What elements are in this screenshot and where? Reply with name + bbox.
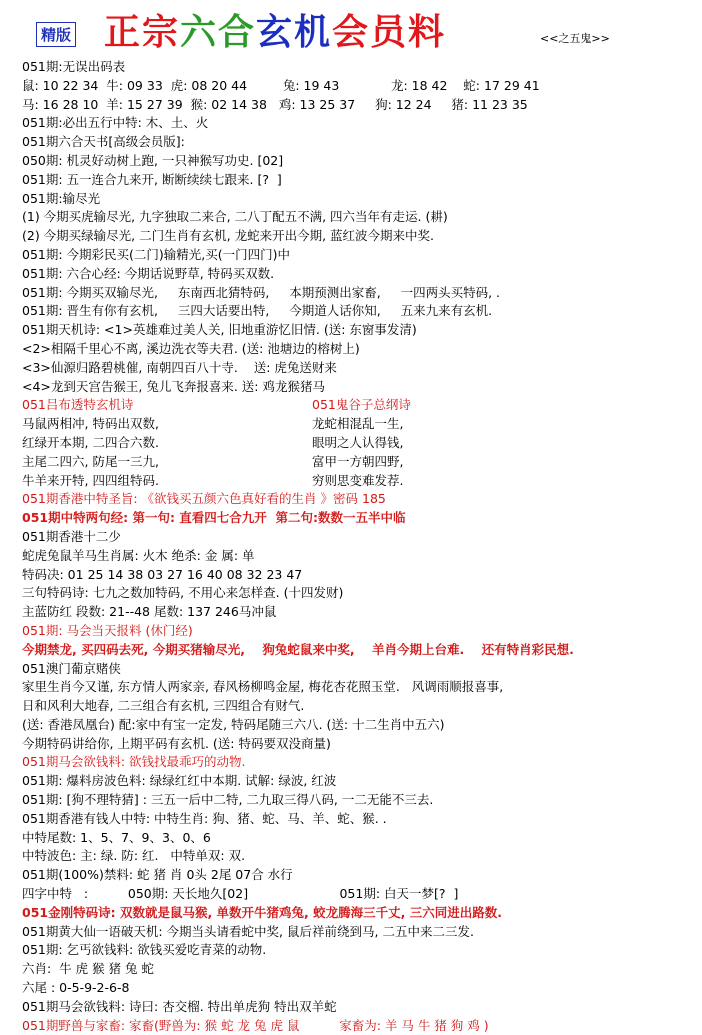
text-line: 蛇虎兔鼠羊马生肖属: 火木 绝杀: 金 属: 单: [22, 547, 255, 563]
right-column-text: 眼明之人认得钱,: [312, 434, 404, 450]
text-line: 051澳门葡京赌侠: [22, 660, 121, 676]
text-line: 051期: 爆料房波色料: 绿绿红红中本期. 试解: 绿波, 红波: [22, 773, 337, 789]
text-line: (2) 今期买绿输尽光, 二门生肖有玄机, 龙蛇来开出今期, 蓝红波今期来中奖.: [22, 228, 434, 244]
text-line: (送: 香港凤凰台) 配:家中有宝一定发, 特码尾随三六八. (送: 十二生肖中五六): [22, 716, 445, 732]
left-column-text: 主尾二四六, 防尾一三九,: [22, 453, 159, 469]
title-part: 正宗: [104, 12, 181, 53]
text-line: 051期香港中特圣旨: 《欲钱买五颜六色真好看的生肖 》密码 185: [22, 491, 386, 507]
text-line: 四字中特 : 050期: 天长地久[02] 051期: 白天一梦[? ]: [22, 886, 459, 902]
text-line: <3>仙源归路碧桃催, 南朝四百八十寺. 送: 虎兔送财来: [22, 359, 337, 375]
subtitle: <<之五鬼>>: [540, 32, 610, 45]
title-part: 会员料: [332, 12, 447, 53]
text-line: 鼠: 10 22 34 牛: 09 33 虎: 08 20 44 兔: 19 43 龙: 18 42 蛇: 17 29 41: [22, 77, 540, 93]
edition-badge: 精版: [36, 22, 76, 47]
text-line: 051期六合天书[高级会员版]:: [22, 134, 185, 150]
text-line: 051期: 乞丐欲钱料: 欲钱买爱吃青菜的动物.: [22, 942, 267, 958]
text-line: 特码决: 01 25 14 38 03 27 16 40 08 32 23 47: [22, 566, 303, 582]
text-line: 051期天机诗: <1>英雄难过美人关, 旧地重游忆旧情. (送: 东窗事发清): [22, 322, 417, 338]
text-line: 051期马会欲钱料: 诗曰: 杏交榴. 特出单虎狗 特出双羊蛇: [22, 998, 337, 1014]
text-line: 051期: [狗不理特猜] : 三五一后中二特, 二九取三得八码, 一二无能不三去.: [22, 792, 434, 808]
text-line: 主蓝防红 段数: 21--48 尾数: 137 246马冲鼠: [22, 604, 277, 620]
text-line: [22, 472, 694, 491]
left-column-text: 051吕布透特玄机诗: [22, 397, 134, 413]
text-line: [22, 453, 694, 472]
text-line: 051金刚特码诗: 双数就是鼠马猴, 单数开牛猪鸡兔, 蛟龙腾海三千丈, 三六同进出路数.: [22, 904, 502, 920]
text-line: 中特波色: 主: 绿. 防: 红. 中特单双: 双.: [22, 848, 246, 864]
text-line: 六肖: 牛 虎 猴 猪 兔 蛇: [22, 961, 155, 977]
text-line: (1) 今期买虎输尽光, 九字独取二来合, 二八丁配五不满, 四六当年有走运. (耕): [22, 209, 448, 225]
text-line: 051期野兽与家畜: 家畜(野兽为: 猴 蛇 龙 兔 虎 鼠 家畜为: 羊 马 牛 猪 狗 鸡 ): [22, 1017, 489, 1033]
text-line: 家里生肖今又谨, 东方情人两家亲, 春风杨柳鸣金屋, 梅花杏花照玉堂. 风调雨顺报喜事,: [22, 679, 504, 695]
title-part: 六合: [180, 12, 257, 53]
right-column-text: 富甲一方朝四野,: [312, 453, 404, 469]
text-line: 今期禁龙, 买四码去死, 今期买猪输尽光, 狗兔蛇鼠来中奖, 羊肖今期上台难. 还有特肖彩民想.: [22, 641, 574, 657]
text-line: 今期特码讲给你, 上期平码有玄机. (送: 特码要双没商量): [22, 735, 331, 751]
page-title: [104, 4, 446, 55]
text-line: 051期: 晋生有你有玄机, 三四大话要出特, 今期道人话你知, 五来九来有玄机.: [22, 303, 493, 319]
text-line: 051期黄大仙一语破天机: 今期当头请看蛇中奖, 鼠后祥前绕到马, 二五中来二三发.: [22, 923, 474, 939]
right-column-text: 051鬼谷子总纲诗: [312, 397, 411, 413]
text-line: 日和风利大地春, 二三组合有玄机, 三四组合有财气.: [22, 698, 305, 714]
text-line: 051期马会欲钱料: 欲钱找最乖巧的动物.: [22, 754, 246, 770]
left-column-text: 马鼠两相冲, 特码出双数,: [22, 416, 159, 432]
text-line: 051期: 六合心经: 今期话说野草, 特码买双数.: [22, 265, 275, 281]
header: [0, 0, 702, 56]
text-line: [22, 415, 694, 434]
text-line: 051期香港十二少: [22, 528, 121, 544]
text-line: 051期:必出五行中特: 木、土、火: [22, 115, 209, 131]
text-line: 051期:输尽光: [22, 190, 101, 206]
text-line: 051期: 今期彩民买(二门)输精光,买(一门四门)中: [22, 246, 291, 262]
text-line: 050期: 机灵好动树上跑, 一只神猴写功史. [02]: [22, 152, 284, 168]
text-line: 051期中特两句经: 第一句: 直看四七合九开 第二句:数数一五半中临: [22, 510, 406, 526]
text-line: 马: 16 28 10 羊: 15 27 39 猴: 02 14 38 鸡: 13 25 37 狗: 12 24 猪: 11 23 35: [22, 96, 528, 112]
left-column-text: 红绿开本期, 二四合六数.: [22, 434, 159, 450]
text-line: 051期:无误出码表: [22, 59, 126, 74]
text-line: 中特尾数: 1、5、7、9、3、0、6: [22, 829, 211, 845]
text-line: 051期: 今期买双输尽光, 东南西北猜特码, 本期预测出家畜, 一四两头买特码, .: [22, 284, 500, 300]
right-column-text: 穷则思变难发荐.: [312, 472, 404, 488]
content: [22, 58, 694, 1035]
text-line: 三句特码诗: 七九之数加特码, 不用心来怎样查. (十四发财): [22, 585, 344, 601]
left-column-text: 牛羊来开特, 四四组特码.: [22, 472, 159, 488]
right-column-text: 龙蛇相混乱一生,: [312, 416, 404, 432]
text-line: [22, 434, 694, 453]
title-part: 玄机: [256, 12, 333, 53]
text-line: 051期: 马会当天报料 (休门经): [22, 622, 193, 638]
text-line: 051期: 五一连合九来开, 断断续续七跟来. [? ]: [22, 171, 282, 187]
text-line: <4>龙到天宫告猴王, 兔儿飞奔报喜来. 送: 鸡龙猴猪马: [22, 378, 325, 394]
text-line: <2>相隔千里心不离, 溪边洗衣等夫君. (送: 池塘边的榕树上): [22, 340, 360, 356]
text-line: 六尾 : 0-5-9-2-6-8: [22, 980, 130, 996]
text-line: 051期(100%)禁料: 蛇 猪 肖 0头 2尾 07合 水行: [22, 867, 293, 883]
text-line: [22, 396, 694, 415]
text-line: 051期香港有钱人中特: 中特生肖: 狗、猪、蛇、马、羊、蛇、猴. .: [22, 810, 387, 826]
